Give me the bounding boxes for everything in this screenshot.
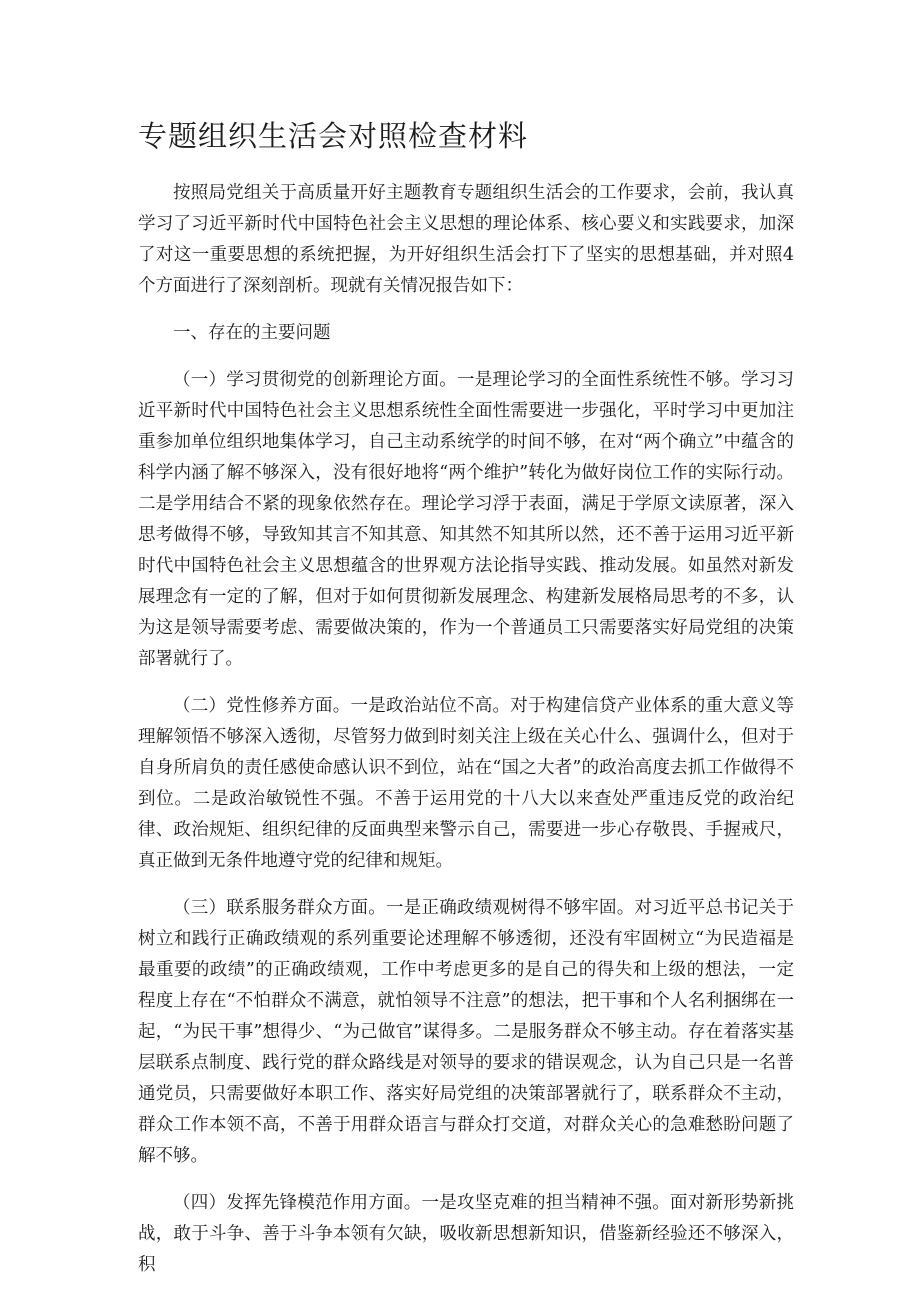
paragraph-gap <box>138 1172 794 1188</box>
paragraph-party-spirit: （二）党性修养方面。一是政治站位不高。对于构建信贷产业体系的重大意义等理解领悟不够深入透彻，尽管努力做到时刻关注上级在关心什么、强调什么，但对于自身所肩负的责任感使命感认识不到位，站在“国之大者”的政治高度去抓工作做得不到位。二是政治敏锐性不强。不善于运用党的十八大以来查处严重违反党的政治纪律、政治规矩、组织纪律的反面典型来警示自己，需要进一步心存敬畏、手握戒尺，真正做到无条件地遵守党的纪律和规矩。 <box>138 696 794 871</box>
paragraph-gap <box>138 349 794 365</box>
document-body <box>138 178 794 1281</box>
document-title: 专题组织生活会对照检查材料 <box>138 119 529 153</box>
paragraph-vanguard: （四）发挥先锋模范作用方面。一是攻坚克难的担当精神不强。面对新形势新挑战，敢于斗争、善于斗争本领有欠缺，吸收新思想新知识，借鉴新经验还不够深入，积 <box>138 1193 794 1275</box>
paragraph-study: （一）学习贯彻党的创新理论方面。一是理论学习的全面性系统性不够。学习习近平新时代中国特色社会主义思想系统性全面性需要进一步强化，平时学习中更加注重参加单位组织地集体学习，自己主动系统学的时间不够，在对“两个确立”中蕴含的科学内涵了解不够深入，没有很好地将“两个维护”转化为做好岗位工作的实际行动。二是学用结合不紧的现象依然存在。理论学习浮于表面，满足于学原文读原著，深入思考做得不够，导致知其言不知其意、知其然不知其所以然，还不善于运用习近平新时代中国特色社会主义思想蕴含的世界观方法论指导实践、推动发展。如虽然对新发展理念有一定的了解，但对于如何贯彻新发展理念、构建新发展格局思考的不多，认为这是领导需要考虑、需要做决策的，作为一个普通员工只需要落实好局党组的决策部署就行了。 <box>138 370 794 669</box>
paragraph-gap <box>138 675 794 691</box>
paragraph-gap <box>138 877 794 893</box>
paragraph-serve-masses: （三）联系服务群众方面。一是正确政绩观树得不够牢固。对习近平总书记关于树立和践行正确政绩观的系列重要论述理解不够透彻，还没有牢固树立“为民造福是最重要的政绩”的正确政绩观，工作中考虑更多的是自己的得失和上级的想法，一定程度上存在“不怕群众不满意，就怕领导不注意”的想法，把干事和个人名利捆绑在一起，“为民干事”想得少、“为己做官”谋得多。二是服务群众不够主动。存在着落实基层联系点制度、践行党的群众路线是对领导的要求的错误观念，认为自己只是一名普通党员，只需要做好本职工作、落实好局党组的决策部署就行了，联系群众不主动，群众工作本领不高，不善于用群众语言与群众打交道，对群众关心的急难愁盼问题了解不够。 <box>138 898 794 1166</box>
section-heading: 一、存在的主要问题 <box>173 323 331 343</box>
paragraph-gap <box>138 302 794 318</box>
intro-paragraph: 按照局党组关于高质量开好主题教育专题组织生活会的工作要求，会前，我认真学习了习近平新时代中国特色社会主义思想的理论体系、核心要义和实践要求，加深了对这一重要思想的系统把握，为开好组织生活会打下了坚实的思想基础，并对照4个方面进行了深刻剖析。现就有关情况报告如下： <box>138 183 794 296</box>
